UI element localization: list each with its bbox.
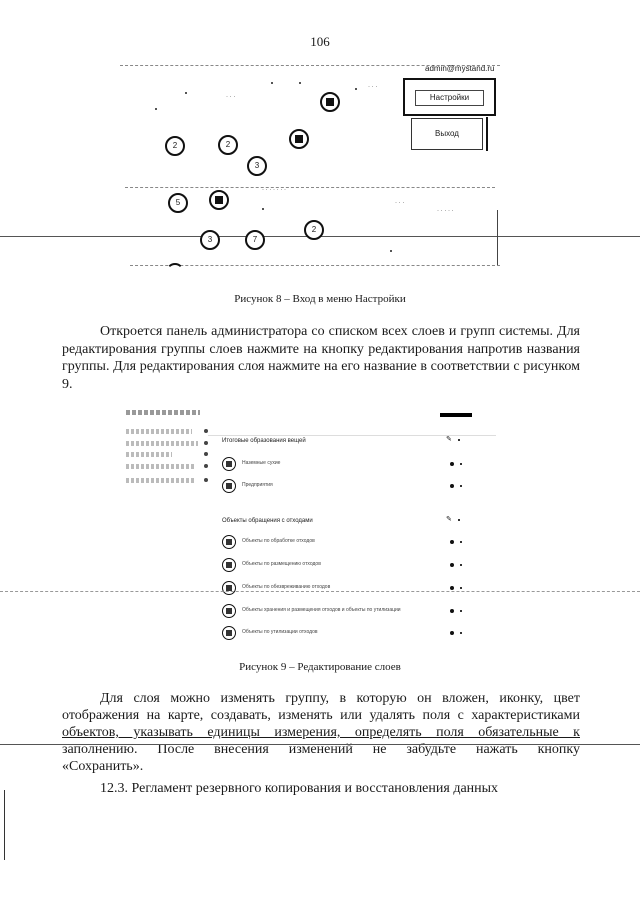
paragraph-2-line-1: Для слоя можно изменять группу, в которую он вложен, иконку, цвет bbox=[100, 691, 580, 706]
map-marker-square[interactable] bbox=[289, 129, 309, 149]
topbar-accent bbox=[440, 413, 472, 417]
layer-row[interactable] bbox=[222, 457, 496, 473]
layer-name[interactable]: Предприятия bbox=[242, 482, 273, 488]
sidebar-dot bbox=[204, 478, 208, 482]
map-marker[interactable]: 7 bbox=[245, 230, 265, 250]
group-title[interactable]: Объекты обращения с отходами bbox=[222, 518, 313, 524]
map-marker[interactable]: 2 bbox=[165, 136, 185, 156]
layer-row[interactable] bbox=[222, 535, 496, 551]
settings-button-label: Настройки bbox=[415, 90, 484, 106]
exit-button[interactable]: Выход bbox=[411, 118, 483, 150]
visibility-toggle[interactable] bbox=[450, 586, 454, 590]
divider bbox=[497, 210, 498, 265]
scan-line bbox=[0, 744, 640, 745]
visibility-toggle[interactable] bbox=[450, 484, 454, 488]
map-label: · · · bbox=[395, 200, 405, 206]
map-dot bbox=[271, 82, 273, 84]
sidebar-item[interactable] bbox=[126, 478, 196, 483]
layer-icon bbox=[222, 479, 236, 493]
map-label: · · · · · bbox=[437, 208, 454, 214]
control-dot bbox=[460, 485, 462, 487]
map-marker-square[interactable] bbox=[209, 190, 229, 210]
paragraph-2-line-5: «Сохранить». bbox=[62, 759, 144, 774]
layer-name[interactable]: Объекты по утилизации отходов bbox=[242, 629, 318, 635]
sidebar-item[interactable] bbox=[126, 452, 172, 457]
map-dot bbox=[262, 208, 264, 210]
layer-icon bbox=[222, 626, 236, 640]
paragraph-2-line-2: отображения на карте, создавать, изменять или удалять поля с характеристиками bbox=[62, 708, 580, 723]
control-dot bbox=[460, 632, 462, 634]
sidebar-dot bbox=[204, 441, 208, 445]
paragraph-2-line-4: заполнению. После внесения изменений не забудьте нажать кнопку bbox=[62, 742, 580, 757]
user-email[interactable]: admin@mystand.ru bbox=[425, 64, 495, 73]
map-marker[interactable]: 3 bbox=[247, 156, 267, 176]
edit-group-icon[interactable]: ✎ bbox=[446, 436, 452, 443]
map-dot bbox=[390, 250, 392, 252]
dash-line bbox=[0, 591, 640, 592]
control-dot bbox=[460, 541, 462, 543]
layer-name[interactable]: Объекты хранения и размещения отходов и объекты по утилизации bbox=[242, 607, 401, 613]
map-marker[interactable]: 2 bbox=[304, 220, 324, 240]
layer-name[interactable]: Объекты по обработке отходов bbox=[242, 538, 315, 544]
sidebar-dot bbox=[204, 452, 208, 456]
map-marker[interactable] bbox=[166, 263, 184, 281]
paragraph-1-text: Откроется панель администратора со списком всех слоев и групп системы. Для редактирования группы слоев нажмите на кнопку редактирования напротив названия группы. Для редактирования слоя нажмите на его название в соответствии с рисунком 9. bbox=[62, 324, 580, 392]
sidebar-item[interactable] bbox=[126, 441, 198, 446]
layer-icon bbox=[222, 457, 236, 471]
map-marker-square[interactable] bbox=[320, 92, 340, 112]
layer-row[interactable] bbox=[222, 479, 496, 495]
layer-icon bbox=[222, 558, 236, 572]
visibility-toggle[interactable] bbox=[450, 563, 454, 567]
map-marker[interactable]: 2 bbox=[218, 135, 238, 155]
sidebar-item[interactable] bbox=[126, 464, 194, 469]
sidebar-dot bbox=[204, 429, 208, 433]
visibility-toggle[interactable] bbox=[450, 631, 454, 635]
group-title[interactable]: Итоговые образования вещей bbox=[222, 438, 306, 444]
sidebar-item[interactable] bbox=[126, 429, 192, 434]
layer-name[interactable]: Объекты по размещению отходов bbox=[242, 561, 321, 567]
paragraph-2 bbox=[62, 690, 580, 775]
control-dot bbox=[458, 519, 460, 521]
map-label: · · · · · · · bbox=[262, 187, 286, 193]
layer-icon bbox=[222, 535, 236, 549]
map-dot bbox=[155, 108, 157, 110]
section-heading: 12.3. Регламент резервного копирования и восстановления данных bbox=[100, 781, 499, 796]
control-dot bbox=[460, 587, 462, 589]
map-marker[interactable]: 5 bbox=[168, 193, 188, 213]
divider bbox=[208, 435, 496, 436]
map-dot bbox=[299, 82, 301, 84]
layer-row[interactable] bbox=[222, 581, 496, 597]
layer-name[interactable]: Объекты по обезвреживанию отходов bbox=[242, 584, 331, 590]
visibility-toggle[interactable] bbox=[450, 540, 454, 544]
visibility-toggle[interactable] bbox=[450, 609, 454, 613]
control-dot bbox=[460, 610, 462, 612]
figure-9-caption: Рисунок 9 – Редактирование слоев bbox=[239, 661, 401, 673]
map-dot bbox=[355, 88, 357, 90]
layer-row[interactable] bbox=[222, 558, 496, 574]
figure-8-caption: Рисунок 8 – Вход в меню Настройки bbox=[234, 293, 406, 305]
sidebar-dot bbox=[204, 464, 208, 468]
layer-row[interactable] bbox=[222, 626, 496, 642]
dash-line bbox=[125, 187, 495, 188]
layer-name[interactable]: Наземные сухие bbox=[242, 460, 281, 466]
edit-group-icon[interactable]: ✎ bbox=[446, 516, 452, 523]
settings-button[interactable] bbox=[403, 78, 496, 116]
map-label: · · · bbox=[226, 94, 236, 100]
admin-panel-title bbox=[126, 410, 200, 415]
map-dot bbox=[185, 92, 187, 94]
map-label: · · · bbox=[368, 84, 378, 90]
control-dot bbox=[460, 564, 462, 566]
visibility-toggle[interactable] bbox=[450, 462, 454, 466]
scan-margin-line bbox=[4, 790, 5, 860]
map-marker[interactable]: 3 bbox=[200, 230, 220, 250]
figure-8 bbox=[0, 60, 640, 285]
layer-row[interactable] bbox=[222, 604, 496, 620]
control-dot bbox=[458, 439, 460, 441]
paragraph-1 bbox=[62, 323, 580, 393]
control-dot bbox=[460, 463, 462, 465]
dash-line bbox=[130, 265, 500, 266]
paragraph-2-line-3: объектов, указывать единицы измерения, определять поля обязательные к bbox=[62, 725, 580, 740]
page-number: 106 bbox=[310, 34, 330, 49]
layer-icon bbox=[222, 604, 236, 618]
figure-9 bbox=[110, 405, 510, 640]
layer-icon bbox=[222, 581, 236, 595]
